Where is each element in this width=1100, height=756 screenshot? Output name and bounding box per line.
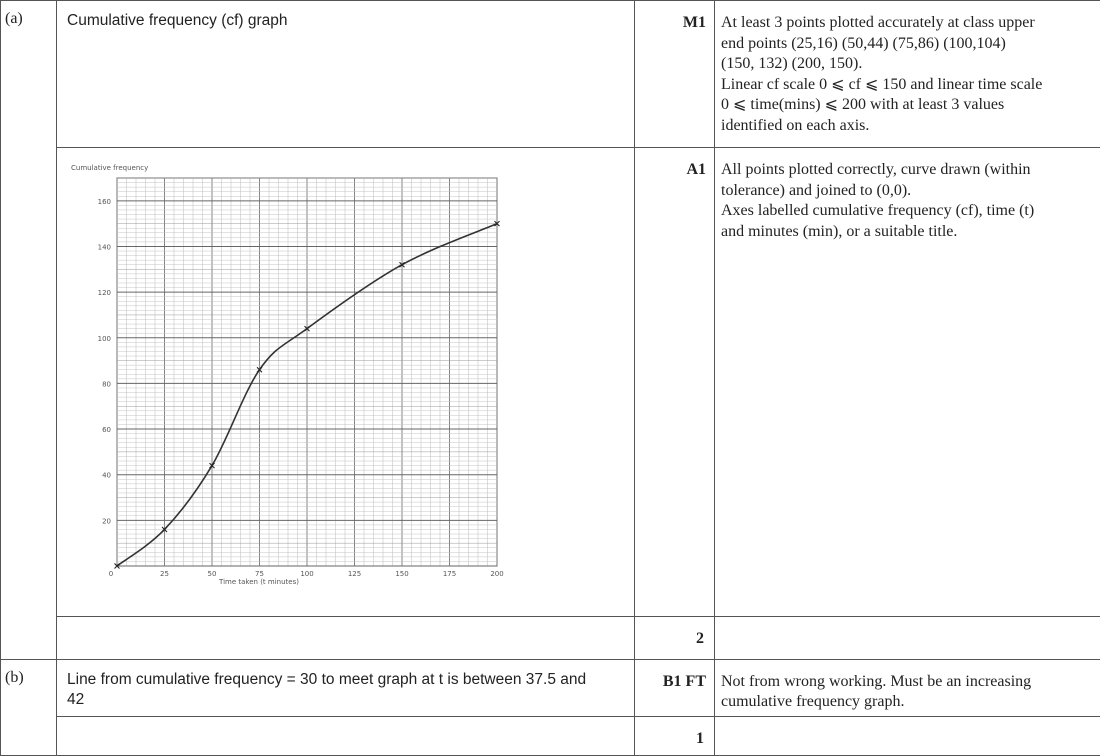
note-line: (150, 132) (200, 150). xyxy=(721,55,863,72)
x-tick-label: 150 xyxy=(395,570,409,579)
y-tick-label: 20 xyxy=(102,517,111,526)
part-a-mark1-cell xyxy=(635,1,715,148)
x-tick-label: 50 xyxy=(207,570,217,579)
part-a-total-cell xyxy=(635,616,715,659)
part-a-mark1-notes-cell xyxy=(715,1,1100,148)
note-line: Not from wrong working. Must be an increasing xyxy=(721,672,1032,690)
x-tick-label: 175 xyxy=(442,570,457,579)
y-tick-label: 140 xyxy=(97,243,111,252)
x-tick-label: 0 xyxy=(108,570,114,579)
part-b-notes-cell xyxy=(715,659,1100,716)
part-b-notes xyxy=(715,660,1100,713)
note-line: Axes labelled cumulative frequency (cf), time (t) xyxy=(721,202,1035,220)
note-line: tolerance) and joined to (0,0). xyxy=(721,181,912,199)
note-line: 0 ⩽ time(mins) ⩽ 200 with at least 3 values xyxy=(721,96,1005,113)
part-a-mark2-notes-cell xyxy=(715,148,1100,616)
part-b-blank-cell xyxy=(57,716,635,755)
part-b-total-cell xyxy=(635,716,715,755)
part-b-label-cell xyxy=(1,659,57,755)
x-tick-label: 100 xyxy=(300,570,314,579)
part-a-mark2-code: A1 xyxy=(686,161,706,179)
note-line: end points (25,16) (50,44) (75,86) (100,104) xyxy=(721,34,1006,52)
part-b-question xyxy=(57,660,634,710)
graph-cell xyxy=(57,148,635,616)
y-axis-title: Cumulative frequency xyxy=(71,164,149,173)
y-tick-label: 60 xyxy=(102,426,111,435)
cf-graph-container xyxy=(57,148,635,614)
question-line: 42 xyxy=(67,690,85,708)
x-tick-label: 200 xyxy=(490,570,504,579)
part-a-label-cell xyxy=(1,1,57,660)
note-line: cumulative frequency graph. xyxy=(721,693,905,711)
part-a-total-notes-cell xyxy=(715,616,1100,659)
part-b-mark-code: B1 FT xyxy=(662,672,706,690)
part-a-question: Cumulative frequency (cf) graph xyxy=(67,12,288,29)
part-b-total: 1 xyxy=(696,729,704,747)
y-tick-label: 100 xyxy=(97,335,111,344)
y-tick-label: 120 xyxy=(97,289,111,298)
x-axis-title: Time taken (t minutes) xyxy=(219,578,299,587)
part-a-mark1-notes xyxy=(715,1,1100,136)
part-a-label: (a) xyxy=(5,10,23,27)
x-tick-label: 75 xyxy=(255,570,264,579)
note-line: At least 3 points plotted accurately at class upper xyxy=(721,14,1035,31)
x-tick-label: 25 xyxy=(160,570,169,579)
part-b-total-notes-cell xyxy=(715,716,1100,755)
part-a-total: 2 xyxy=(696,629,704,647)
y-tick-label: 160 xyxy=(97,198,111,207)
part-a-blank-cell xyxy=(57,616,635,659)
question-line: Line from cumulative frequency = 30 to meet graph at t is between 37.5 and xyxy=(67,670,587,688)
note-line: Linear cf scale 0 ⩽ cf ⩽ 150 and linear time scale xyxy=(721,75,1043,93)
part-a-mark2-cell xyxy=(635,148,715,616)
note-line: identified on each axis. xyxy=(721,116,870,134)
x-tick-label: 125 xyxy=(347,570,362,579)
part-a-mark1-code: M1 xyxy=(682,14,706,31)
part-b-mark-cell xyxy=(635,659,715,716)
y-tick-label: 80 xyxy=(102,380,111,389)
note-line: and minutes (min), or a suitable title. xyxy=(721,222,958,240)
part-a-mark2-notes xyxy=(715,148,1100,242)
part-b-question-cell xyxy=(57,659,635,716)
cf-graph xyxy=(57,148,635,614)
y-tick-label: 40 xyxy=(102,472,111,481)
note-line: All points plotted correctly, curve drawn (within xyxy=(721,161,1031,179)
part-a-question-cell xyxy=(57,1,635,148)
part-b-label: (b) xyxy=(5,668,24,686)
